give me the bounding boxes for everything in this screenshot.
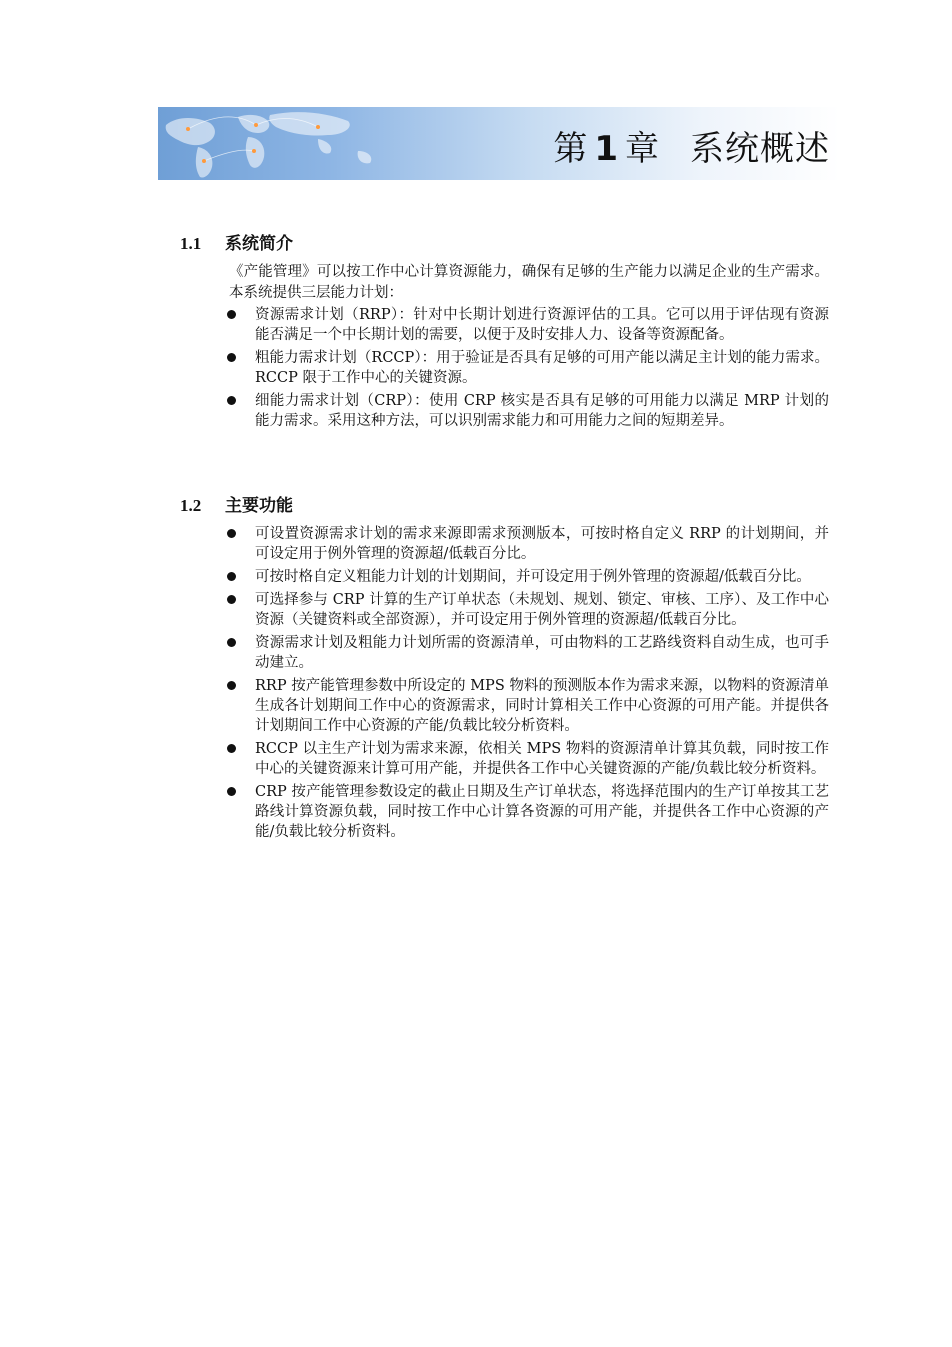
world-map-graphic xyxy=(158,107,518,180)
bullet-icon xyxy=(227,310,236,319)
section-number: 1.2 xyxy=(180,496,202,515)
list-item: 粗能力需求计划（RCCP）：用于验证是否具有足够的可用产能以满足主计划的能力需求。RCCP 限于工作中心的关键资源。 xyxy=(227,348,829,388)
bullet-icon xyxy=(227,396,236,405)
section-title: 系统简介 xyxy=(225,234,293,254)
chapter-number: 1 xyxy=(594,129,619,169)
list-item: CRP 按产能管理参数设定的截止日期及生产订单状态，将选择范围内的生产订单按其工艺路线计算资源负载，同时按工作中心计算各资源的可用产能，并提供各工作中心资源的产能/负载比较分析资料。 xyxy=(227,782,829,842)
main-features-list xyxy=(227,524,829,845)
list-item: 资源需求计划（RRP）：针对中长期计划进行资源评估的工具。它可以用于评估现有资源能否满足一个中长期计划的需要，以便于及时安排人力、设备等资源配备。 xyxy=(227,305,829,345)
chapter-title xyxy=(553,121,830,170)
list-item: 细能力需求计划（CRP）：使用 CRP 核实是否具有足够的可用能力以满足 MRP 计划的能力需求。采用这种方法，可以识别需求能力和可用能力之间的短期差异。 xyxy=(227,391,829,431)
section-title: 主要功能 xyxy=(225,496,293,516)
bullet-icon xyxy=(227,744,236,753)
bullet-icon xyxy=(227,787,236,796)
bullet-icon xyxy=(227,595,236,604)
bullet-icon xyxy=(227,353,236,362)
list-item: 资源需求计划及粗能力计划所需的资源清单，可由物料的工艺路线资料自动生成，也可手动建立。 xyxy=(227,633,829,673)
chapter-prefix: 第 xyxy=(553,129,589,169)
section-heading-1-2 xyxy=(180,491,293,516)
list-item: RCCP 以主生产计划为需求来源，依相关 MPS 物料的资源清单计算其负载，同时按工作中心的关键资源来计算可用产能，并提供各工作中心关键资源的产能/负载比较分析资料。 xyxy=(227,739,829,779)
list-item: 可按时格自定义粗能力计划的计划期间，并可设定用于例外管理的资源超/低载百分比。 xyxy=(227,567,829,587)
chapter-banner xyxy=(158,107,840,180)
chapter-name: 系统概述 xyxy=(690,129,830,169)
list-item: 可选择参与 CRP 计算的生产订单状态（未规划、规划、锁定、审核、工序）、及工作中心资源（关键资料或全部资源），并可设定用于例外管理的资源超/低载百分比。 xyxy=(227,590,829,630)
list-item: RRP 按产能管理参数中所设定的 MPS 物料的预测版本作为需求来源，以物料的资源清单生成各计划期间工作中心的资源需求，同时计算相关工作中心资源的可用产能。并提供各计划期间工作中心资源的产能/负载比较分析资料。 xyxy=(227,676,829,736)
section-heading-1-1 xyxy=(180,229,293,254)
bullet-icon xyxy=(227,529,236,538)
section-number: 1.1 xyxy=(180,234,202,253)
bullet-icon xyxy=(227,681,236,690)
capacity-plan-list xyxy=(227,305,829,434)
chapter-suffix: 章 xyxy=(625,129,660,169)
section-intro-paragraph: 《产能管理》可以按工作中心计算资源能力，确保有足够的生产能力以满足企业的生产需求。本系统提供三层能力计划： xyxy=(229,264,829,301)
bullet-icon xyxy=(227,572,236,581)
bullet-icon xyxy=(227,638,236,647)
list-item: 可设置资源需求计划的需求来源即需求预测版本，可按时格自定义 RRP 的计划期间，并可设定用于例外管理的资源超/低载百分比。 xyxy=(227,524,829,564)
